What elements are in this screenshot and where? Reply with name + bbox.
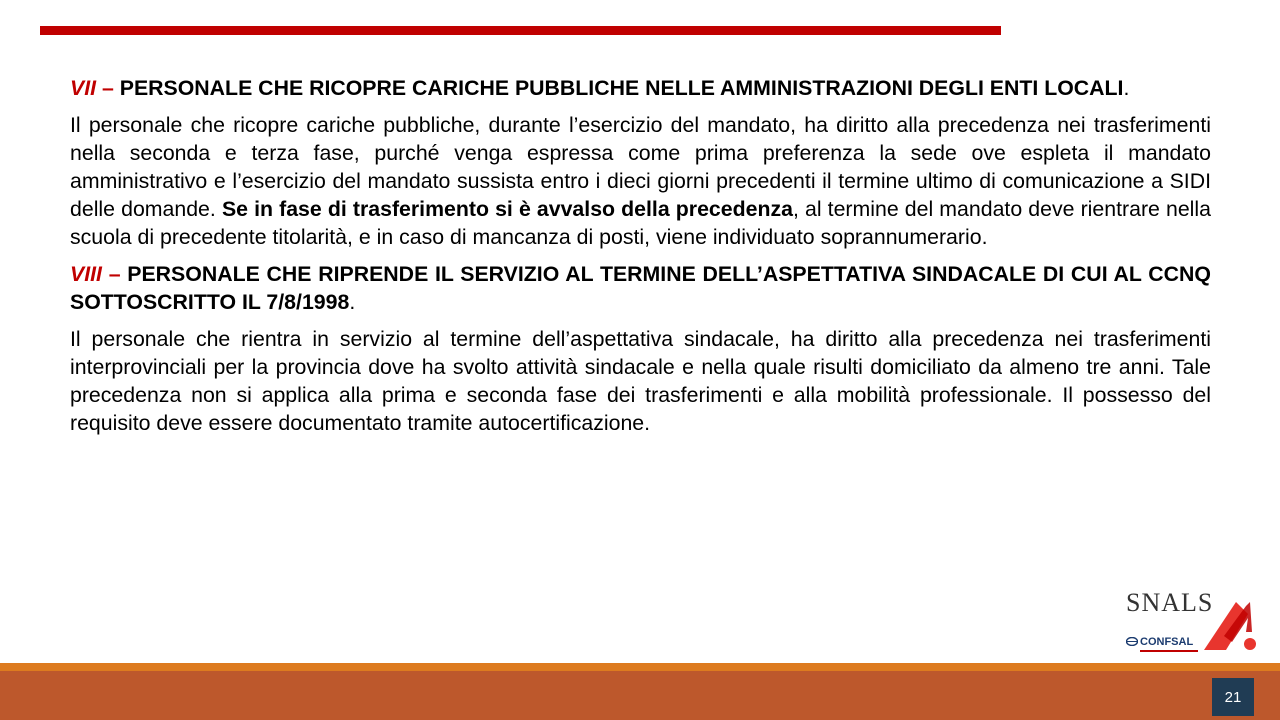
slide-number: 21: [1212, 678, 1254, 716]
logo-arrow-icon: [1196, 592, 1256, 652]
section-number: VII: [70, 76, 97, 100]
section-number: VIII: [70, 262, 102, 286]
top-accent-bar: [40, 26, 1001, 35]
paragraph-cariche-pubbliche: [70, 111, 1211, 251]
logo-snals-text: SNALS: [1126, 588, 1214, 617]
section-heading-viii: [70, 260, 1211, 316]
section-heading-vii: [70, 74, 1211, 102]
section-dash: –: [101, 262, 128, 286]
snals-confsal-logo: [1122, 588, 1262, 654]
section-title-end: .: [349, 290, 356, 314]
footer-bar: [0, 671, 1280, 720]
paragraph-text: Il personale che ricopre cariche pubbliche, durante l’esercizio del mandato, ha diritto alla precedenza nei trasferimenti nella seconda e terza fase, purché venga espressa come prima preferenza la sede ove espleta il mandato amministrativo e l’esercizio del mandato sussista entro i dieci giorni precedenti il termine ultimo di comunicazione a SIDI delle domande.: [70, 113, 1211, 221]
section-title: PERSONALE CHE RIPRENDE IL SERVIZIO AL TERMINE DELL’ASPETTATIVA SINDACALE DI CUI AL CCNQ SOTTOSCRITTO IL 7/8/1998: [70, 262, 1211, 314]
section-title-end: .: [1123, 76, 1130, 100]
confsal-globe-icon: [1126, 637, 1138, 646]
section-dash: –: [96, 76, 120, 100]
paragraph-aspettativa-sindacale: [70, 325, 1211, 437]
paragraph-text: , al termine del mandato deve rientrare nella scuola di precedente titolarità, e in caso di mancanza di posti, viene individuato soprannumerario.: [70, 197, 1211, 249]
slide-content: [70, 74, 1211, 446]
footer-orange-strip: [0, 663, 1280, 671]
logo-underline: [1140, 650, 1198, 652]
paragraph-text: Il personale che rientra in servizio al termine dell’aspettativa sindacale, ha diritto alla precedenza nei trasferimenti interprovinciali per la provincia dove ha svolto attività sindacale e nella quale risulti domiciliato da almeno tre anni. Tale precedenza non si applica alla prima e seconda fase dei trasferimenti e alla mobilità professionale. Il possesso del requisito deve essere documentato tramite autocertificazione.: [70, 327, 1211, 435]
section-title: PERSONALE CHE RICOPRE CARICHE PUBBLICHE NELLE AMMINISTRAZIONI DEGLI ENTI LOCALI: [119, 76, 1124, 100]
paragraph-bold-text: Se in fase di trasferimento si è avvalso della precedenza: [221, 197, 793, 221]
logo-confsal-text: CONFSAL: [1140, 636, 1194, 648]
